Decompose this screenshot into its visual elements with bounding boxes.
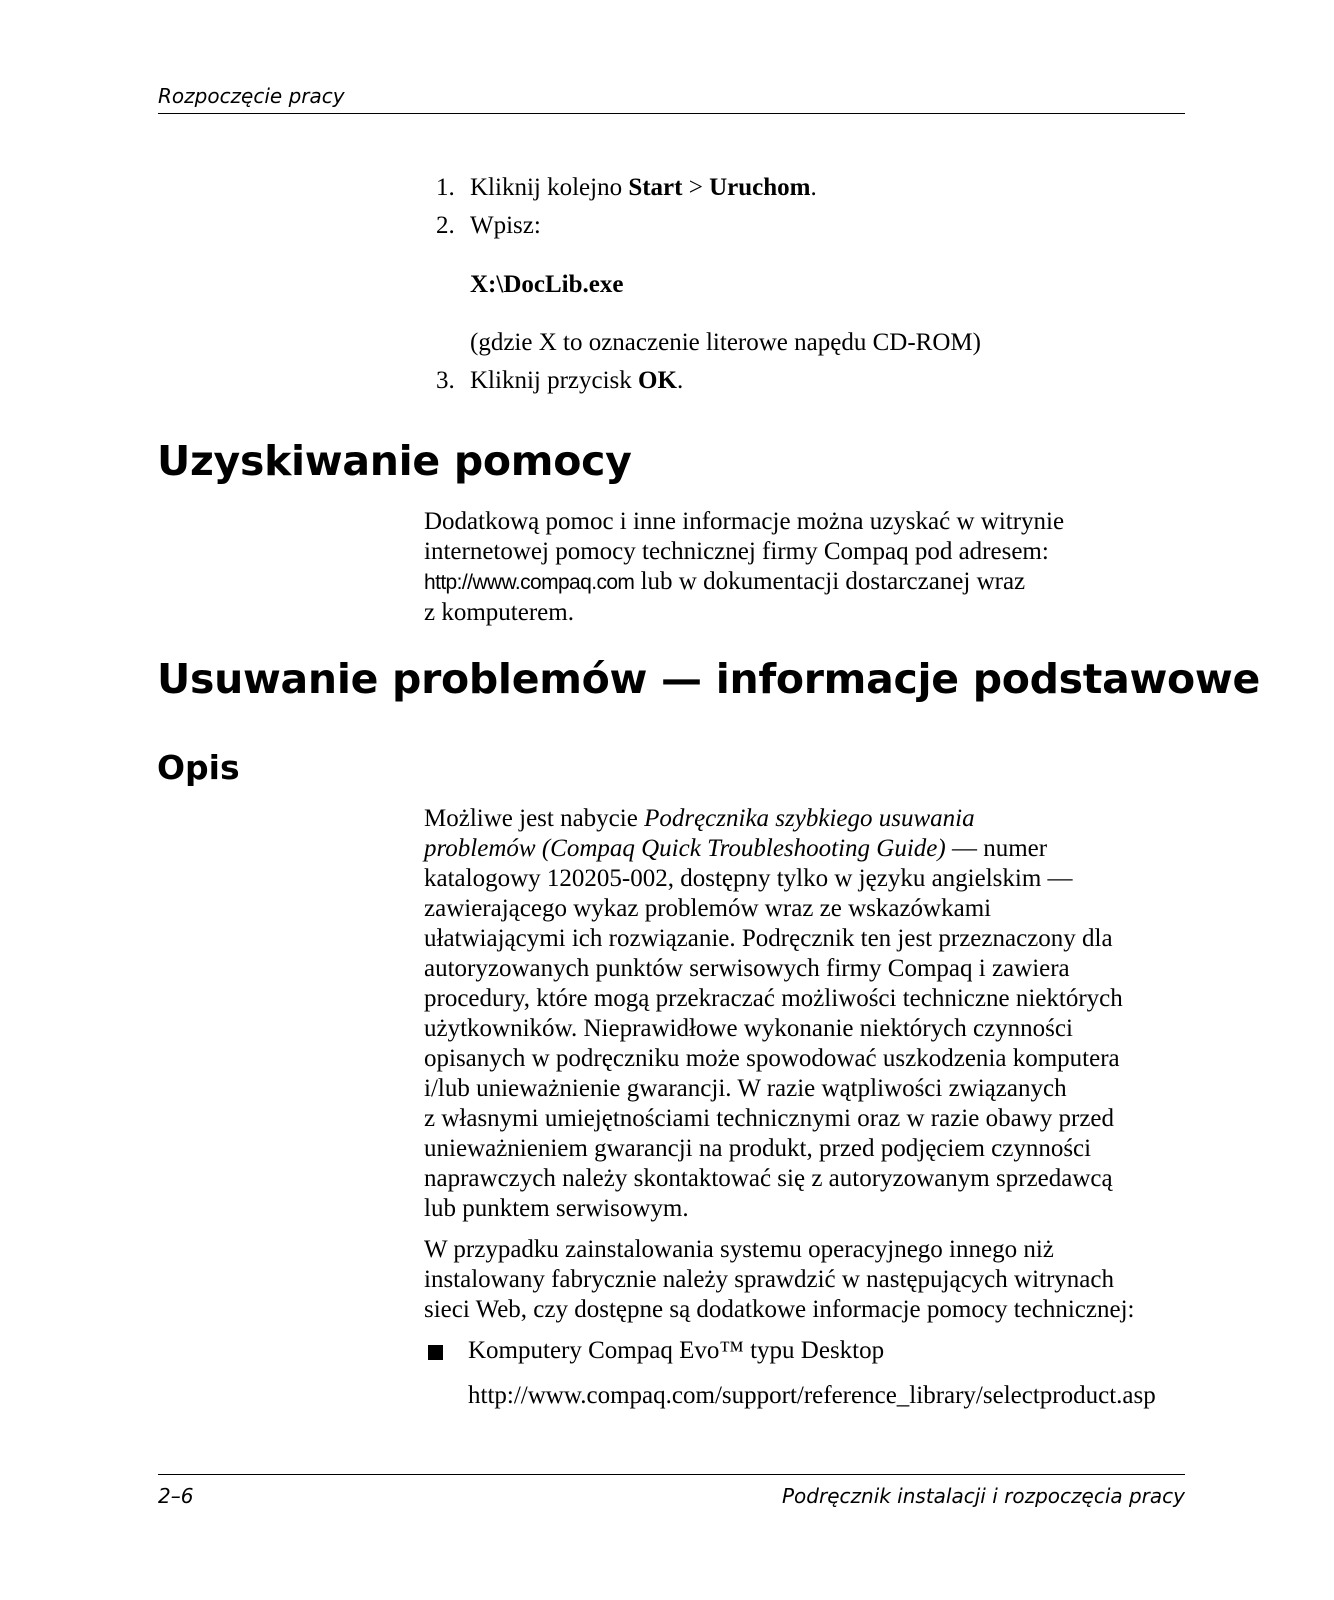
para-line: użytkowników. Nieprawidłowe wykonanie niektórych czynności [424,1015,1073,1042]
heading-troubleshooting: Usuwanie problemów — informacje podstawowe [157,655,1260,703]
para-line: W przypadku zainstalowania systemu operacyjnego innego niż [424,1236,1054,1263]
step-number: 2. [436,212,455,239]
step-text: . [810,174,817,201]
help-line: internetowej pomocy technicznej firmy Compaq pod adresem: [424,538,1049,565]
compaq-link[interactable]: http://www.compaq.com [424,571,635,594]
para-line: lub punktem serwisowym. [424,1195,689,1222]
subheading-description: Opis [157,748,240,787]
footer-rule [158,1474,1185,1475]
para-text: Możliwe jest nabycie [424,805,645,832]
para-line: z własnymi umiejętnościami technicznymi oraz w razie obawy przed [424,1105,1115,1132]
heading-help: Uzyskiwanie pomocy [157,437,632,485]
bullet-item-text: Komputery Compaq Evo™ typu Desktop [468,1337,885,1364]
page-number: 2–6 [158,1484,194,1508]
step-2 [436,211,541,241]
step-text: Kliknij przycisk [470,367,639,394]
running-header: Rozpoczęcie pracy [158,84,345,108]
para-line [424,834,1194,864]
para-line: ułatwiającymi ich rozwiązanie. Podręcznik ten jest przeznaczony dla [424,925,1113,952]
help-paragraph [424,507,1194,628]
guide-title-italic: problemów (Compaq Quick Troubleshooting Guide) [424,835,946,862]
para-line: zawierającego wykaz problemów wraz ze wskazówkami [424,895,992,922]
para-line: unieważnieniem gwarancji na produkt, przed podjęciem czynności [424,1135,1092,1162]
step-bold-start: Start [628,174,683,201]
para-line [424,804,1194,834]
para-line: katalogowy 120205-002, dostępny tylko w języku angielskim — [424,865,1073,892]
step-text: > [682,174,710,201]
step-number: 1. [436,174,455,201]
command-text [470,270,623,300]
para-line: naprawczych należy skontaktować się z autoryzowanym sprzedawcą [424,1165,1113,1192]
step-1 [436,173,817,203]
description-paragraph-2 [424,1235,1194,1325]
para-line: procedury, które mogą przekraczać możliwości techniczne niektórych [424,985,1123,1012]
step-text: Kliknij kolejno [470,174,629,201]
help-line [424,567,1194,598]
book-title: Podręcznik instalacji i rozpoczęcia pracy [782,1484,1185,1508]
command-value: X:\DocLib.exe [470,271,624,298]
help-line: z komputerem. [424,599,574,626]
header-rule [158,113,1185,114]
help-line: Dodatkową pomoc i inne informacje można uzyskać w witrynie [424,508,1065,535]
help-line-rest: lub w dokumentacji dostarczanej wraz [634,568,1026,595]
para-line: opisanych w podręczniku może spowodować uszkodzenia komputera [424,1045,1120,1072]
para-text: — numer [945,835,1048,862]
para-line: instalowany fabrycznie należy sprawdzić w następujących witrynach [424,1266,1114,1293]
step-text: Wpisz: [470,212,541,239]
step-bold-run: Uruchom [709,174,811,201]
description-paragraph-1 [424,804,1194,1224]
step-3 [436,366,683,396]
support-url-link[interactable]: http://www.compaq.com/support/reference_library/selectproduct.asp [468,1382,1156,1409]
step-number: 3. [436,367,455,394]
para-line: i/lub unieważnienie gwarancji. W razie wątpliwości związanych [424,1075,1067,1102]
para-line: autoryzowanych punktów serwisowych firmy Compaq i zawiera [424,955,1070,982]
step-text: . [676,367,684,394]
guide-title-italic: Podręcznika szybkiego usuwania [644,805,975,832]
para-line: sieci Web, czy dostępne są dodatkowe informacje pomocy technicznej: [424,1296,1135,1323]
bullet-square-icon [428,1345,443,1360]
step-note: (gdzie X to oznaczenie literowe napędu CD-ROM) [470,329,981,356]
step-bold-ok: OK [638,367,677,394]
